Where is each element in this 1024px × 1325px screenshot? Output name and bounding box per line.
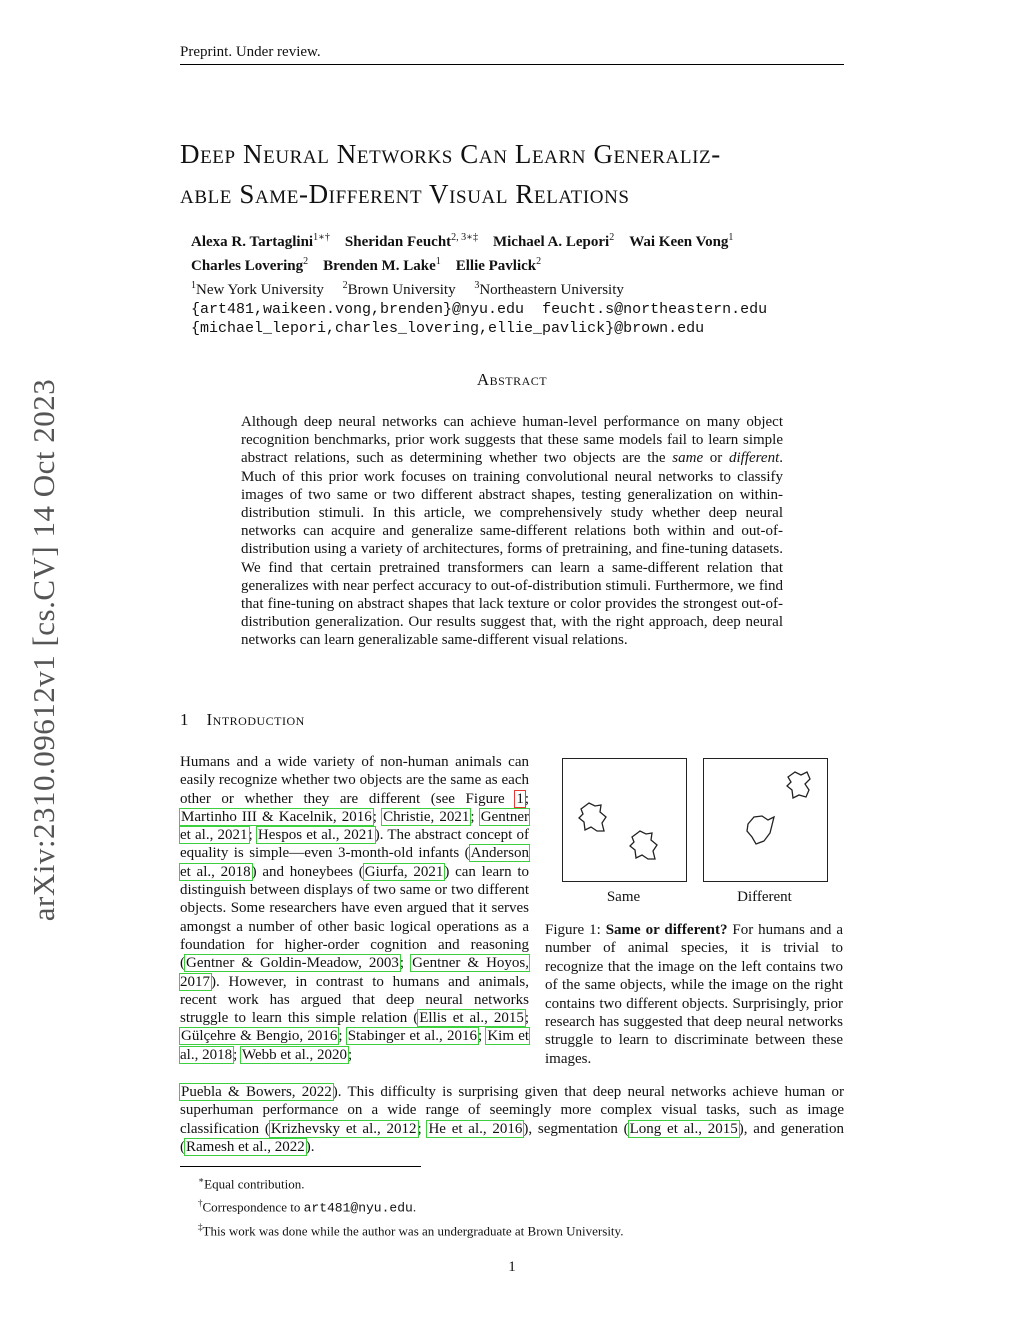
author-sup: 1 [435,256,441,267]
author-name: Sheridan Feucht [344,234,452,250]
email-northeastern[interactable]: feucht.s@northeastern.edu [542,301,768,318]
citation-link[interactable]: Krizhevsky et al., 2012 [270,1120,417,1137]
intro-text: ), and generation ( [180,1120,844,1155]
citation-link[interactable]: He et al., 2016 [428,1120,523,1137]
footnote-mark: ‡ [198,1221,203,1232]
citation-link[interactable]: Stabinger et al., 2016 [347,1028,477,1045]
footnote-email[interactable]: art481@nyu.edu [303,1200,413,1216]
footnote-mark: † [198,1197,203,1208]
author-name: Alexa R. Tartaglini [191,234,314,250]
author-sup: 2 [303,256,309,267]
author-name: Wai Keen Vong [629,234,729,250]
footnote-text: Correspondence to [202,1199,304,1215]
author-sup: 1∗† [313,232,330,243]
intro-text: ). This difficulty is surprising given that deep neural networks achieve human or superhuman performance on a wide range of seemingly more complex visual tasks, such as image classification ( [180,1084,844,1137]
caption-text: For humans and a number of animal species, it is trivial to recognize that the image on the left contains two of the same objects, while the image on the right contains two different objects. Surprisingly, prior research has suggested that deep neural networks struggle to learn to discriminate between these images. [545,922,843,1067]
figure-ref-link[interactable]: 1 [516,790,524,807]
intro-text: ). The abstract concept of equality is simple—even 3-month-old infants ( [180,827,530,862]
author-sup: 2 [609,232,615,243]
figure-label-same: Same [606,889,641,905]
footnote-text: . [412,1199,417,1215]
footnotes [198,1171,623,1240]
citation-link[interactable]: Martinho III & Kacelnik, 2016 [181,808,372,825]
footnote-mark: ∗ [198,1175,205,1185]
citation-link[interactable]: Gentner et al., 2021 [180,808,530,844]
abstract-text: or [703,450,729,467]
author-name: Ellie Pavlick [455,258,537,274]
email-line-1 [191,300,851,319]
citation-link[interactable]: Ellis et al., 2015 [419,1010,524,1027]
intro-text: ), segmentation ( [523,1120,629,1137]
footnote-text: This work was done while the author was an undergraduate at Brown University. [202,1222,624,1238]
caption-bold: Same or different? [605,922,728,938]
email-nyu[interactable]: {art481,waikeen.vong,brenden}@nyu.edu [191,301,525,318]
intro-text: ). [305,1138,315,1155]
intro-text: ) and honeybees ( [251,863,364,880]
footnote-3 [198,1218,623,1241]
section-number: 1 [180,710,189,729]
abstract-shape [630,831,657,859]
abstract-italic: different [728,450,780,467]
intro-text: ; [524,790,529,807]
author-block [191,228,851,338]
citation-link[interactable]: Ramesh et al., 2022 [186,1138,305,1155]
figure-label-different: Different [737,889,792,905]
intro-text: Humans and a wide variety of non-human animals can easily recognize whether two objects are the same as each other or whether they are different (see Figure [180,754,529,807]
abstract-italic: same [672,450,704,467]
citation-link[interactable]: Giurfa, 2021 [364,863,444,880]
header-rule [180,64,844,65]
affiliation-sup: 2 [342,280,348,291]
abstract-shape [787,772,810,798]
affiliation: Brown University [347,282,456,298]
author-name: Charles Lovering [191,258,304,274]
affiliation-sup: 3 [474,280,480,291]
abstract-text: Although deep neural networks can achieve human-level performance on many object recognition benchmarks, prior work suggests that these same models fail to learn simple abstract relations, such as determining whether two objects are the [241,414,783,467]
section-title: Introduction [206,710,305,729]
affiliation-sup: 1 [191,280,196,291]
abstract-heading: Abstract [476,370,548,389]
citation-link[interactable]: Anderson et al., 2018 [180,845,529,880]
title-line-1: Deep Neural Networks Can Learn Generaliz- [180,139,721,169]
author-sup: 1 [728,232,734,243]
citation-link[interactable]: Long et al., 2015 [629,1120,738,1137]
affiliation: Northeastern University [479,282,624,298]
intro-text: ). However, in contrast to humans and animals, recent work has argued that deep neural networks struggle to learn this simple relation ( [180,973,529,1027]
citation-link[interactable]: Webb et al., 2020 [242,1046,348,1063]
affiliation: New York University [196,282,324,298]
running-head: Preprint. Under review. [180,44,321,60]
author-sup: 2, 3∗‡ [451,232,478,243]
page-number: 1 [508,1259,516,1275]
figure-panel-different [703,758,828,882]
different-shapes-illustration [704,759,827,881]
abstract-shape [579,803,606,831]
citation-link[interactable]: Christie, 2021 [383,808,470,825]
figure-panel-same [562,758,687,882]
citation-link[interactable]: Gülçehre & Bengio, 2016 [181,1028,338,1045]
citation-link[interactable]: Hespos et al., 2021 [257,827,374,844]
email-line-2 [191,319,851,338]
citation-link[interactable]: Puebla & Bowers, 2022 [181,1084,332,1100]
arxiv-stamp: arXiv:2310.09612v1 [cs.CV] 14 Oct 2023 [26,378,61,922]
affiliation-line [191,276,851,300]
footnote-rule [180,1166,421,1167]
citation-link[interactable]: Kim et al., 2018 [180,1028,530,1063]
citation-link[interactable]: Gentner & Goldin-Meadow, 2003 [186,955,399,972]
footnote-text: Equal contribution. [204,1176,305,1192]
figure-caption [545,921,843,1068]
author-line-2 [191,252,851,276]
intro-text: ) can learn to distinguish between displays of two same or two different objects. Some researchers have even argued that it serves amongst a number of other basic logical operations as a foundation for higher-order cognition and reasoning ( [180,863,529,972]
section-heading [180,710,305,730]
title-line-2: able Same-Different Visual Relations [180,179,630,209]
caption-prefix: Figure 1: [545,922,606,938]
intro-paragraph-column: Humans and a wide variety of non-human animals can easily recognize whether two objects are the same as each other or whether they are different (see Figure 1; Martinho III & Kacelnik, 2016; Christie, 2021; Gentner et al., 2021; Hespos et al., 2021). The abstract concept of equality is simple—even 3-month-old infants (Anderson et al., 2018) and honeybees (Giurfa, 2021) can learn to distinguish between displays of two same or two different objects. Some researchers have even argued that it serves amongst a number of other basic logical operations as a foundation for higher-order cognition and reasoning (Gentner & Goldin-Meadow, 2003; Gentner & Hoyos, 2017). However, in contrast to humans and animals, recent work has argued that deep neural networks struggle to learn this simple relation (Ellis et al., 2015; Gülçehre & Bengio, 2016; Stabinger et al., 2016; Kim et al., 2018; Webb et al., 2020; [180,754,530,1063]
intro-paragraph-full: Puebla & Bowers, 2022). This difficulty is surprising given that deep neural networks achieve human or superhuman performance on a wide range of seemingly more complex visual tasks, such as image classification (Krizhevsky et al., 2012; He et al., 2016), segmentation (Long et al., 2015), and generation (Ramesh et al., 2022). [180,1084,844,1155]
footnote-1 [198,1171,623,1194]
author-name: Brenden M. Lake [323,258,436,274]
citation-link[interactable]: Gentner & Hoyos, 2017 [180,955,529,990]
abstract-text: . Much of this prior work focuses on training convolutional neural networks to classify images of two same or two different abstract shapes, testing generalization on within-distribution stimuli. In this article, we comprehensively study whether deep neural networks can acquire and generalize same-different relations both within and out-of-distribution using a variety of architectures, forms of pretraining, and fine-tuning datasets. We find that certain pretrained transformers can learn a same-different relation that generalizes with near perfect accuracy to out-of-distribution stimuli. Furthermore, we find that fine-tuning on abstract shapes that lack texture or color provides the strongest out-of-distribution generalization. Our results suggest that, with the right approach, deep neural networks can learn generalizable same-different visual relations. [241,450,784,649]
abstract-body [241,413,783,650]
author-name: Michael A. Lepori [492,234,610,250]
same-shapes-illustration [563,759,686,881]
paper-title [180,134,850,214]
abstract-shape [747,816,774,844]
author-sup: 2 [536,256,542,267]
email-brown[interactable]: {michael_lepori,charles_lovering,ellie_pavlick}@brown.edu [191,320,705,337]
footnote-2 [198,1194,623,1218]
author-line-1 [191,228,851,252]
